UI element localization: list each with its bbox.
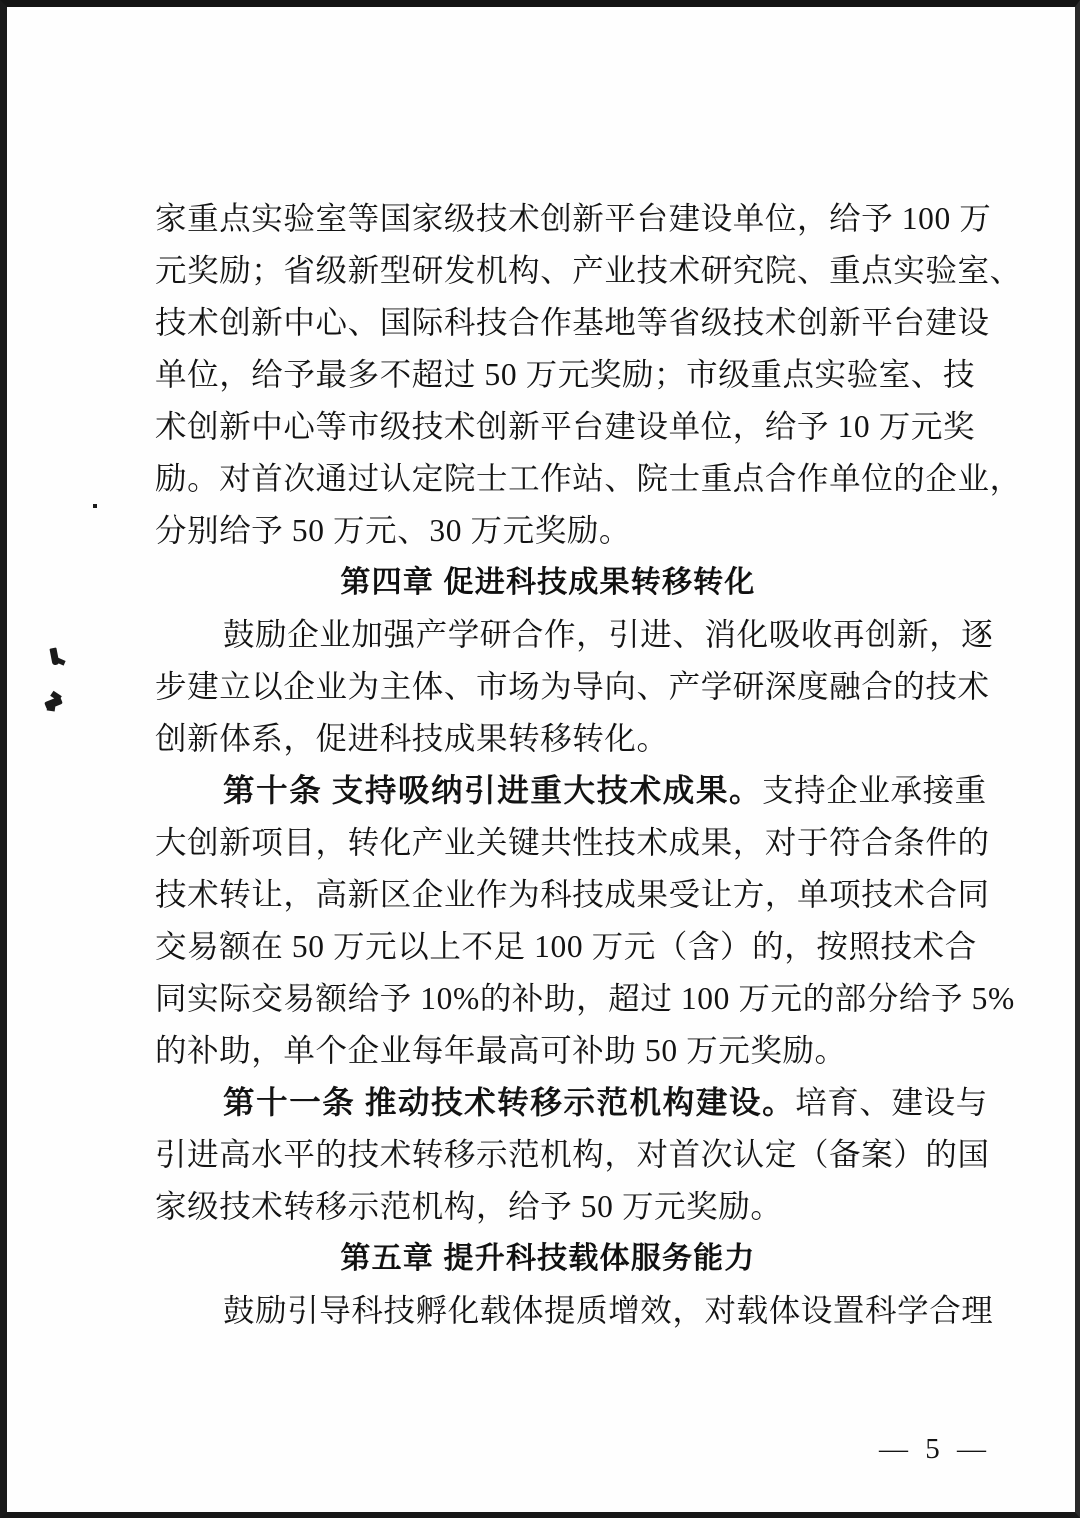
body-line: 大创新项目，转化产业关键共性技术成果，对于符合条件的 (155, 825, 990, 860)
body-line: 鼓励引导科技孵化载体提质增效，对载体设置科学合理 (223, 1293, 994, 1328)
article-eleven-lead-line (155, 1077, 988, 1129)
body-line: 技术转让，高新区企业作为科技成果受让方，单项技术合同 (155, 877, 990, 912)
body-line: 的补助，单个企业每年最高可补助 50 万元奖励。 (155, 1033, 847, 1068)
body-line: 鼓励企业加强产学研合作，引进、消化吸收再创新，逐 (223, 617, 994, 652)
body-line: 家级技术转移示范机构，给予 50 万元奖励。 (155, 1189, 783, 1224)
scan-speckle-artifact (93, 504, 97, 508)
article-ten-lead-rest: 支持企业承接重 (762, 773, 987, 808)
scan-speckle-artifact (47, 705, 56, 711)
article-eleven-lead-rest: 培育、建设与 (795, 1085, 988, 1120)
body-line: 单位，给予最多不超过 50 万元奖励；市级重点实验室、技 (155, 357, 976, 392)
chapter-heading-four: 第四章 促进科技成果转移转化 (340, 566, 756, 599)
article-ten-lead-line (155, 765, 987, 817)
body-line: 分别给予 50 万元、30 万元奖励。 (155, 513, 632, 548)
body-line: 术创新中心等市级技术创新平台建设单位，给予 10 万元奖 (155, 409, 976, 444)
body-line: 元奖励；省级新型研发机构、产业技术研究院、重点实验室、 (155, 253, 1022, 288)
body-line: 家重点实验室等国家级技术创新平台建设单位，给予 100 万 (155, 201, 992, 236)
body-line: 技术创新中心、国际科技合作基地等省级技术创新平台建设 (155, 305, 990, 340)
article-ten-title: 第十条 支持吸纳引进重大技术成果。 (223, 773, 763, 808)
chapter-heading-five: 第五章 提升科技载体服务能力 (340, 1242, 756, 1275)
page-number: — 5 — (879, 1433, 991, 1465)
article-eleven-title: 第十一条 推动技术转移示范机构建设。 (223, 1085, 796, 1120)
paper-surface (7, 7, 1075, 1512)
body-line: 励。对首次通过认定院士工作站、院士重点合作单位的企业， (155, 461, 1022, 496)
body-line: 同实际交易额给予 10%的补助，超过 100 万元的部分给予 5% (155, 981, 1015, 1016)
body-line: 步建立以企业为主体、市场为导向、产学研深度融合的技术 (155, 669, 990, 704)
document-text-block (155, 193, 1022, 1337)
body-line: 创新体系，促进科技成果转移转化。 (155, 721, 669, 756)
body-line: 交易额在 50 万元以上不足 100 万元（含）的，按照技术合 (155, 929, 977, 964)
body-line: 引进高水平的技术转移示范机构，对首次认定（备案）的国 (155, 1137, 990, 1172)
